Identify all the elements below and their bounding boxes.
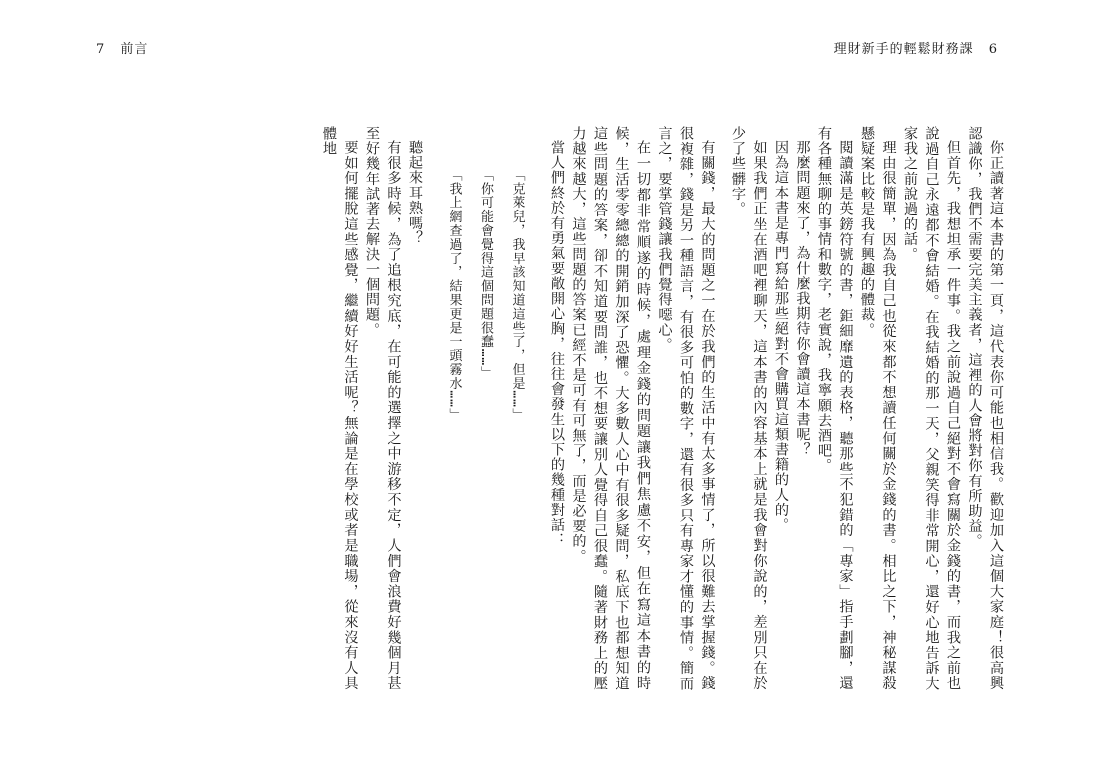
quoted-dialogue: [443, 126, 528, 691]
quote-line: 「克萊兒，我早該知道這些了，但是……」: [509, 168, 525, 422]
right-page-header: [834, 38, 1008, 57]
right-page-number: 6: [988, 42, 998, 57]
paragraph: 因為這本書是專門寫給那些絕對不會購買這類書籍的人的。: [773, 140, 789, 533]
quote-line: 「我上網查過了，結果更是一頭霧水……」: [446, 168, 462, 422]
paragraph: 但首先，我想坦承一件事。我之前說過自己絕對不會寫關於金錢的書，而我之前也說過自己永遠都不會結婚。在我結婚的那一天，父親笑得非常開心，還好心地告訴大家我之前說過的話。: [902, 126, 961, 691]
paragraph: 你正讀著這本書的第一頁，這代表你可能也相信我。歡迎加入這個大家庭！很高興認識你，我們不需要完美主義者，這裡的人會將對你有所助益。: [966, 126, 1004, 691]
paragraph: 聽起來耳熟嗎？: [407, 140, 423, 246]
paragraph: 當人們終於有勇氣要敞開心胸，往往會發生以下的幾種對話：: [549, 140, 565, 548]
paragraph: 理由很簡單，因為我自己也從來都不想讀任何關於金錢的書。相比之下，神秘謀殺懸疑案比較是我有興趣的體裁。: [859, 126, 897, 691]
vertical-body-text: [86, 126, 1006, 691]
paragraph: 那麼問題來了，為什麼我期待你會讀這本書呢？: [794, 140, 811, 458]
paragraph: 如果我們正坐在酒吧裡聊天，這本書的內容基本上就是我會對你說的，差別只在於少了些髒字。: [730, 126, 768, 691]
paragraph: 有很多時候，為了追根究底，在可能的選擇之中游移不定，人們會浪費好幾個月甚至好幾年試著去解決一個問題。: [364, 126, 402, 691]
paragraph: 在一切都非常順遂的時候，處理金錢的問題讓我們焦慮不安，但在寫這本書的時候，生活零零總總的開銷加深了恐懼。大多數人心中有很多疑問，私底下也都想知道這些問題的答案，卻不知道要問誰，也不想要讓別人覺得自己很蠢。隨著財務上的壓力越來越大，這些問題的答案已經不是可有可無了，而是必要的。: [570, 126, 651, 691]
left-page-header: [86, 38, 148, 57]
left-chapter-title: 前言: [120, 42, 149, 57]
paragraph: 有關錢，最大的問題之一在於我們的生活中有太多事情了，所以很難去掌握錢。錢很複雜，錢是另一種語言，有很多可怕的數字，還有很多只有專家才懂的事情。簡而言之，要掌管錢讓我們覺得噁心。: [656, 126, 716, 691]
book-title: 理財新手的輕鬆財務課: [833, 42, 974, 57]
quote-line: 「你可能會覺得這個問題很蠢……」: [478, 168, 493, 381]
paragraph: 要如何擺脫這些感覺，繼續好好生活呢？無論是在學校或者是職場，從來沒有人具體地: [321, 126, 359, 691]
left-page-number: 7: [96, 42, 106, 57]
paragraph: 閱讀滿是英鎊符號的書，鉅細靡遺的表格，聽那些不犯錯的「專家」指手劃腳，還有各種無聊的事情和數字，老實說，我寧願去酒吧。: [816, 126, 854, 691]
